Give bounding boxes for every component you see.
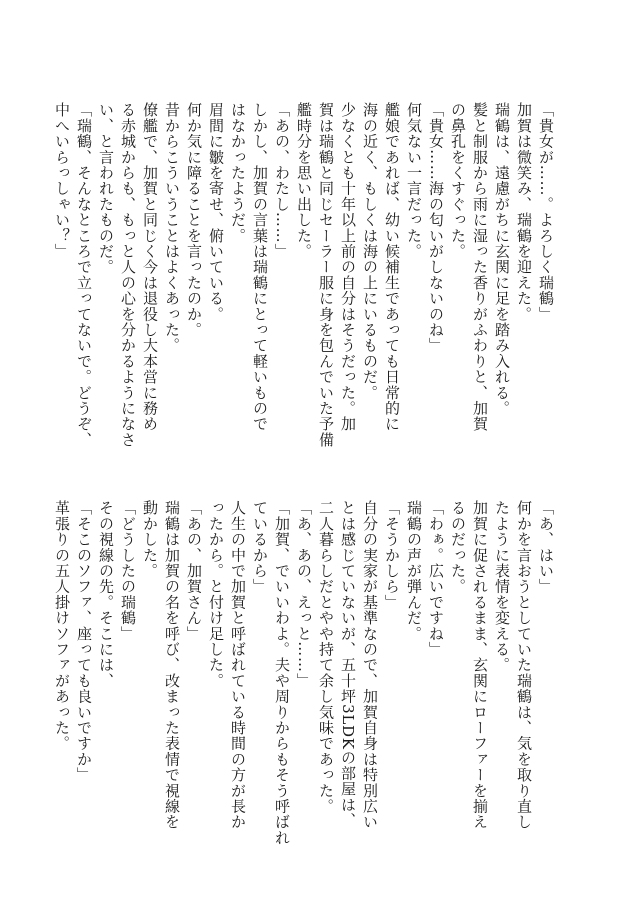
upper-line: る赤城からも、もっと人の心を分かるようになさ (119, 102, 137, 448)
lower-line: 瑞鶴の声が弾んだ。 (405, 500, 423, 642)
lower-line: るのだった。 (449, 500, 467, 595)
lower-line: とは感じていないが、五十坪3LDKの部屋は、 (339, 500, 357, 829)
lower-line: 自分の実家が基準なので、加賀自身は特別広い (361, 500, 379, 830)
upper-line: 賀は瑞鶴と同じセーラー服に身を包んでいた予備 (317, 102, 335, 448)
upper-line: 昔からこういうことはよくあった。 (163, 102, 181, 354)
upper-line: の鼻孔をくすぐった。 (449, 102, 467, 259)
upper-text-block (51, 102, 557, 462)
upper-line: はなかったようだ。 (229, 102, 247, 244)
upper-line: い、と言われたものだ。 (97, 102, 115, 275)
lower-line: たように表情を変える。 (493, 500, 511, 673)
upper-line: 「貴女が……。よろしく瑞鶴」 (537, 102, 555, 322)
upper-line: 少なくとも十年以上前の自分はそうだった。加 (339, 102, 357, 432)
upper-line: 海の近く、もしくは海の上にいるものだ。 (361, 102, 379, 401)
upper-line: 中へいらっしゃい？」 (53, 102, 71, 259)
upper-line: 加賀は微笑み、瑞鶴を迎えた。 (515, 102, 533, 322)
upper-line: しかし、加賀の言葉は瑞鶴にとって軽いもので (251, 102, 269, 432)
lower-line: 何かを言おうとしていた瑞鶴は、気を取り直し (515, 500, 533, 830)
lower-line: 「どうしたの瑞鶴」 (119, 500, 137, 642)
lower-line: 「わぁ。広いですね」 (427, 500, 445, 657)
upper-line: 「瑞鶴、そんなところで立ってないで。どうぞ、 (75, 102, 93, 448)
lower-line: その視線の先。そこには、 (97, 500, 115, 689)
lower-line: 「あの、加賀さん」 (185, 500, 203, 642)
upper-line: 「あの、わたし……」 (273, 102, 291, 259)
upper-line: 眉間に皺を寄せ、俯いている。 (207, 102, 225, 322)
lower-line: 「加賀、でいいわよ。夫や周りからもそう呼ばれ (273, 500, 291, 846)
lower-line: 「あ、あの、えっと……」 (295, 500, 313, 689)
lower-line: ったから。と付け足した。 (207, 500, 225, 689)
lower-line: 人生の中で加賀と呼ばれている時間の方が長か (229, 500, 247, 830)
upper-line: 髪と制服から雨に湿った香りがふわりと、加賀 (471, 102, 489, 432)
lower-line: 動かした。 (141, 500, 159, 579)
lower-line: ているから」 (251, 500, 269, 595)
upper-line: 僚艦で、加賀と同じく今は退役し大本営に務め (141, 102, 159, 432)
lower-line: 二人暮らしだとやや持て余し気味であった。 (317, 500, 335, 814)
lower-line: 瑞鶴は加賀の名を呼び、改まった表情で視線を (163, 500, 181, 830)
upper-line: 「貴女……海の匂いがしないのね」 (427, 102, 445, 354)
upper-line: 瑞鶴は、遠慮がちに玄関に足を踏み入れる。 (493, 102, 511, 416)
lower-text-block (51, 500, 557, 846)
lower-line: 「あ、はい」 (537, 500, 555, 595)
upper-line: 艦娘であれば、幼い候補生であっても日常的に (383, 102, 401, 432)
upper-line: 何気ない一言だった。 (405, 102, 423, 259)
lower-line: 「そうかしら」 (383, 500, 401, 610)
upper-line: 何か気に障ることを言ったのか。 (185, 102, 203, 338)
lower-line: 革張りの五人掛けソファがあった。 (53, 500, 71, 752)
lower-line: 「そこのソファ、座っても良いですか」 (75, 500, 93, 783)
upper-line: 艦時分を思い出した。 (295, 102, 313, 259)
lower-line: 加賀に促されるまま、玄関にローファーを揃え (471, 500, 489, 830)
